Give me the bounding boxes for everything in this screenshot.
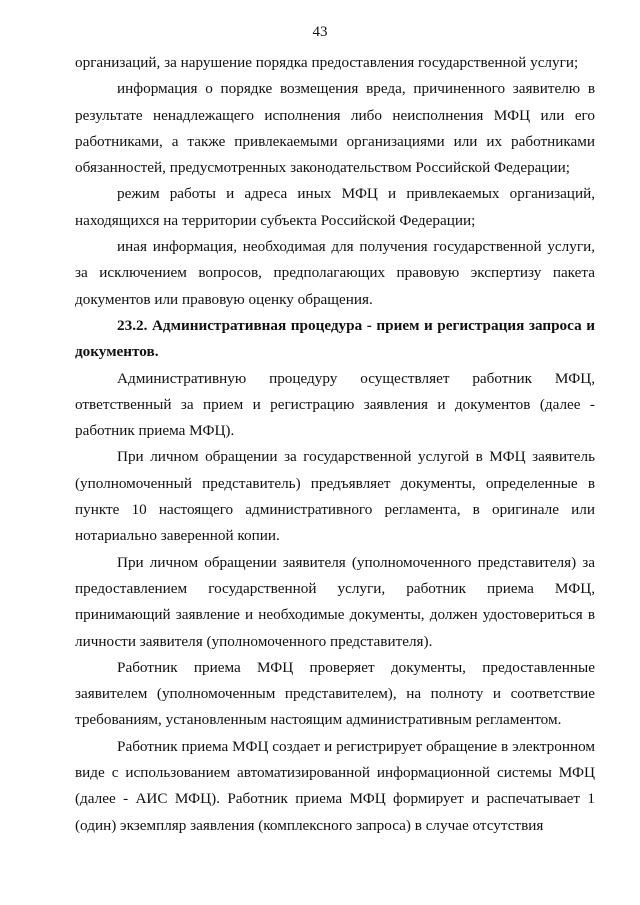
section-heading: 23.2. Административная процедура - прием и регистрация запроса и документов. [75,316,595,361]
paragraph: При личном обращении заявителя (уполномоченного представителя) за предоставлением государственной услуги, работник приема МФЦ, принимающий заявление и необходимые документы, должен удостовериться в личности заявителя (уполномоченного представителя). [75,553,595,650]
paragraph: иная информация, необходимая для получения государственной услуги, за исключением вопросов, предполагающих правовую экспертизу пакета документов или правовую оценку обращения. [75,238,595,308]
paragraph: Административную процедуру осуществляет работник МФЦ, ответственный за прием и регистрацию заявления и документов (далее - работник приема МФЦ). [75,369,595,440]
paragraph: режим работы и адреса иных МФЦ и привлекаемых организаций, находящихся на территории субъекта Российской Федерации; [75,185,595,229]
paragraph: организаций, за нарушение порядка предоставления государственной услуги; [75,54,579,71]
paragraph: При личном обращении за государственной услугой в МФЦ заявитель (уполномоченный представитель) предъявляет документы, определенные в пункте 10 настоящего административного регламента, в оригинале или нотариально заверенной копии. [75,448,595,545]
paragraph: Работник приема МФЦ создает и регистрирует обращение в электронном виде с использованием автоматизированной информационной системы МФЦ (далее - АИС МФЦ). Работник приема МФЦ формирует и распечатывает 1 (один) экземпляр заявления (комплексного запроса) в случае отсутствия [75,737,595,834]
page-number: 43 [312,24,328,40]
document-body [75,50,595,839]
paragraph: информация о порядке возмещения вреда, причиненного заявителю в результате ненадлежащего исполнения либо неисполнения МФЦ или его работниками, а также привлекаемыми организациями или их работниками обязанностей, предусмотренных законодательством Российской Федерации; [75,80,595,177]
paragraph: Работник приема МФЦ проверяет документы, предоставленные заявителем (уполномоченным представителем), на полноту и соответствие требованиям, установленным настоящим административным регламентом. [75,658,595,729]
